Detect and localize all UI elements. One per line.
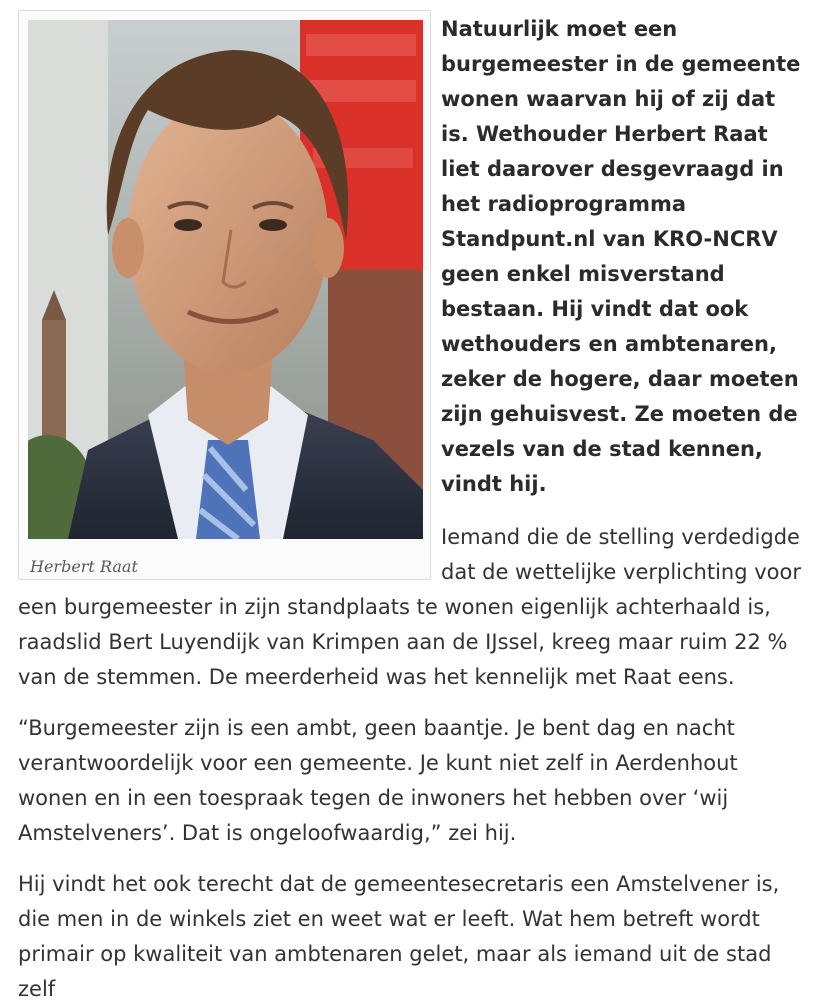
paragraph-1: Iemand die de stelling verdedigde dat de wettelijke verplichting voor een burgemeester in zijn standplaats te wonen eigenlijk achterhaald is, raadslid Bert Luyendijk van Krimpen aan de IJssel, kreeg maar ruim 22 % van de stemmen. De meerderheid was het kennelijk met Raat eens. (18, 525, 802, 689)
photo-caption: Herbert Raat (30, 557, 138, 576)
paragraph-2: “Burgemeester zijn is een ambt, geen baantje. Je bent dag en nacht verantwoordelijk voor een gemeente. Je kunt niet zelf in Aerdenhout wonen en in een toespraak tegen de inwoners het hebben over ‘wij Amstelveners’. Dat is ongeloofwaardig,” zei hij. (18, 716, 738, 845)
photo-figure (18, 10, 431, 580)
lead-paragraph: Natuurlijk moet een burgemeester in de gemeente wonen waarvan hij of zij dat is. Wethouder Herbert Raat liet daarover desgevraagd in het radioprogramma Standpunt.nl van KRO-NCRV geen enkel misverstand bestaan. Hij vindt dat ook wethouders en ambtenaren, zeker de hogere, daar moeten zijn gehuisvest. Ze moeten de vezels van de stad kennen, vindt hij. (441, 17, 801, 496)
paragraph-3: Hij vindt het ook terecht dat de gemeentesecretaris een Amstelvener is, die men in de winkels ziet en weet wat er leeft. Wat hem betreft wordt primair op kwaliteit van ambtenaren gelet, maar als iemand uit de stad zelf (18, 872, 780, 1000)
portrait-photo[interactable] (28, 20, 423, 539)
